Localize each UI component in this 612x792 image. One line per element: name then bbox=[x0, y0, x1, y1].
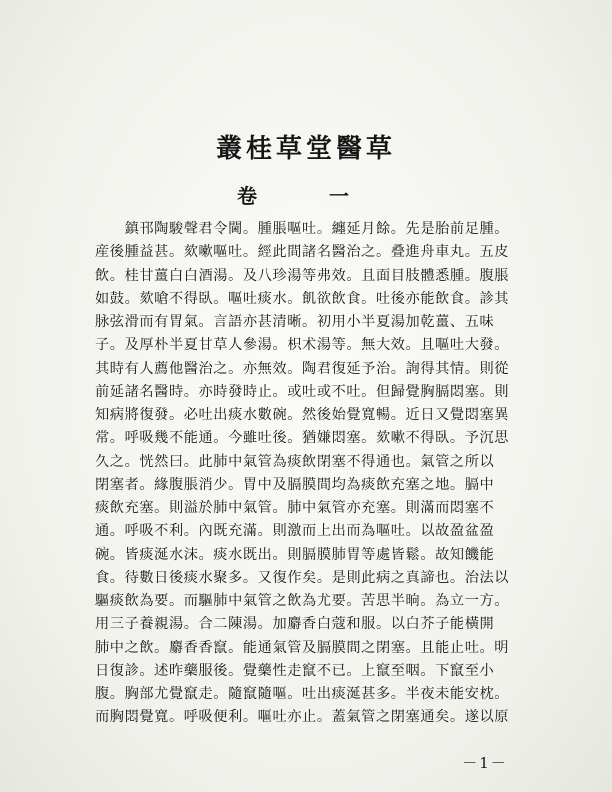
text-line: 通。呼吸不利。內既充滿。則激而上出而為嘔吐。以故盈盆盈 bbox=[95, 523, 495, 540]
text-line: 知病將復發。必吐出痰水數碗。然後始覺寬暢。近日又覺悶塞異 bbox=[95, 407, 510, 423]
text-line: 脉弦滑而有胃氣。言語亦甚清晰。初用小半夏湯加乾薑、五味 bbox=[95, 314, 495, 330]
body-text bbox=[95, 218, 527, 730]
text-line: 肺中之飲。麝香香竄。能通氣管及膈膜間之閉塞。且能止吐。明 bbox=[95, 639, 510, 656]
text-line: 驅痰飲為要。而驅肺中氣管之飲為尤要。苦思半晌。為立一方。 bbox=[95, 593, 510, 609]
text-line: 前延諸名醫時。亦時發時止。或吐或不吐。但歸覺胸膈悶塞。則 bbox=[95, 383, 510, 400]
text-line: 鎮邗陶駿聲君令閫。腫脹嘔吐。纏延月餘。先是胎前足腫。 bbox=[95, 221, 510, 237]
text-line: 産後腫益甚。欬嗽嘔吐。經此間諸名醫治之。叠進舟車丸。五皮 bbox=[95, 244, 510, 261]
text-line: 而胸悶覺寬。呼吸便利。嘔吐亦止。蓋氣管之閉塞通矣。遂以原 bbox=[95, 709, 510, 726]
text-line: 閉塞者。緣腹脹消少。胃中及膈膜間均為痰飲充塞之地。膈中 bbox=[95, 476, 495, 493]
text-line: 食。待數日後痰水聚多。又復作矣。是則此病之真諦也。治法以 bbox=[95, 569, 510, 586]
text-line: 日復診。述昨藥服後。覺藥性走竄不已。上竄至咽。下竄至小 bbox=[95, 662, 495, 679]
text-line: 如鼓。欬嗆不得臥。嘔吐痰水。飢欲飲食。吐後亦能飲食。診其 bbox=[95, 290, 510, 307]
text-line: 其時有人薦他醫治之。亦無效。陶君復延予治。詢得其情。則從 bbox=[95, 360, 510, 377]
text-line: 痰飲充塞。則溢於肺中氣管。肺中氣管亦充塞。則滿而悶塞不 bbox=[95, 500, 495, 516]
text-line: 用三子養親湯。合二陳湯。加麝香白蔻和服。以白芥子能橫開 bbox=[95, 616, 495, 633]
text-line: 飲。桂甘薑白白酒湯。及八珍湯等弗效。且面目肢體悉腫。腹脹 bbox=[95, 267, 510, 284]
text-line: 碗。皆痰涎水沫。痰水既出。則膈膜肺胃等處皆鬆。故知饑能 bbox=[95, 546, 495, 563]
page-number: －1－ bbox=[462, 754, 508, 772]
text-line: 腹。胸部尤覺竄走。隨竄隨嘔。吐出痰涎甚多。半夜未能安枕。 bbox=[95, 686, 510, 702]
text-line: 常。呼吸幾不能通。今雖吐後。猶嫌悶塞。欬嗽不得臥。予沉思 bbox=[95, 430, 510, 447]
volume-heading: 卷 一 bbox=[237, 184, 375, 208]
text-line: 子。及厚朴半夏甘草人參湯。枳术湯等。無大效。且嘔吐大發。 bbox=[95, 337, 510, 354]
text-line: 久之。恍然曰。此肺中氣管為痰飲閉塞不得通也。氣管之所以 bbox=[95, 453, 495, 470]
book-title: 叢桂草堂醫草 bbox=[215, 134, 396, 164]
